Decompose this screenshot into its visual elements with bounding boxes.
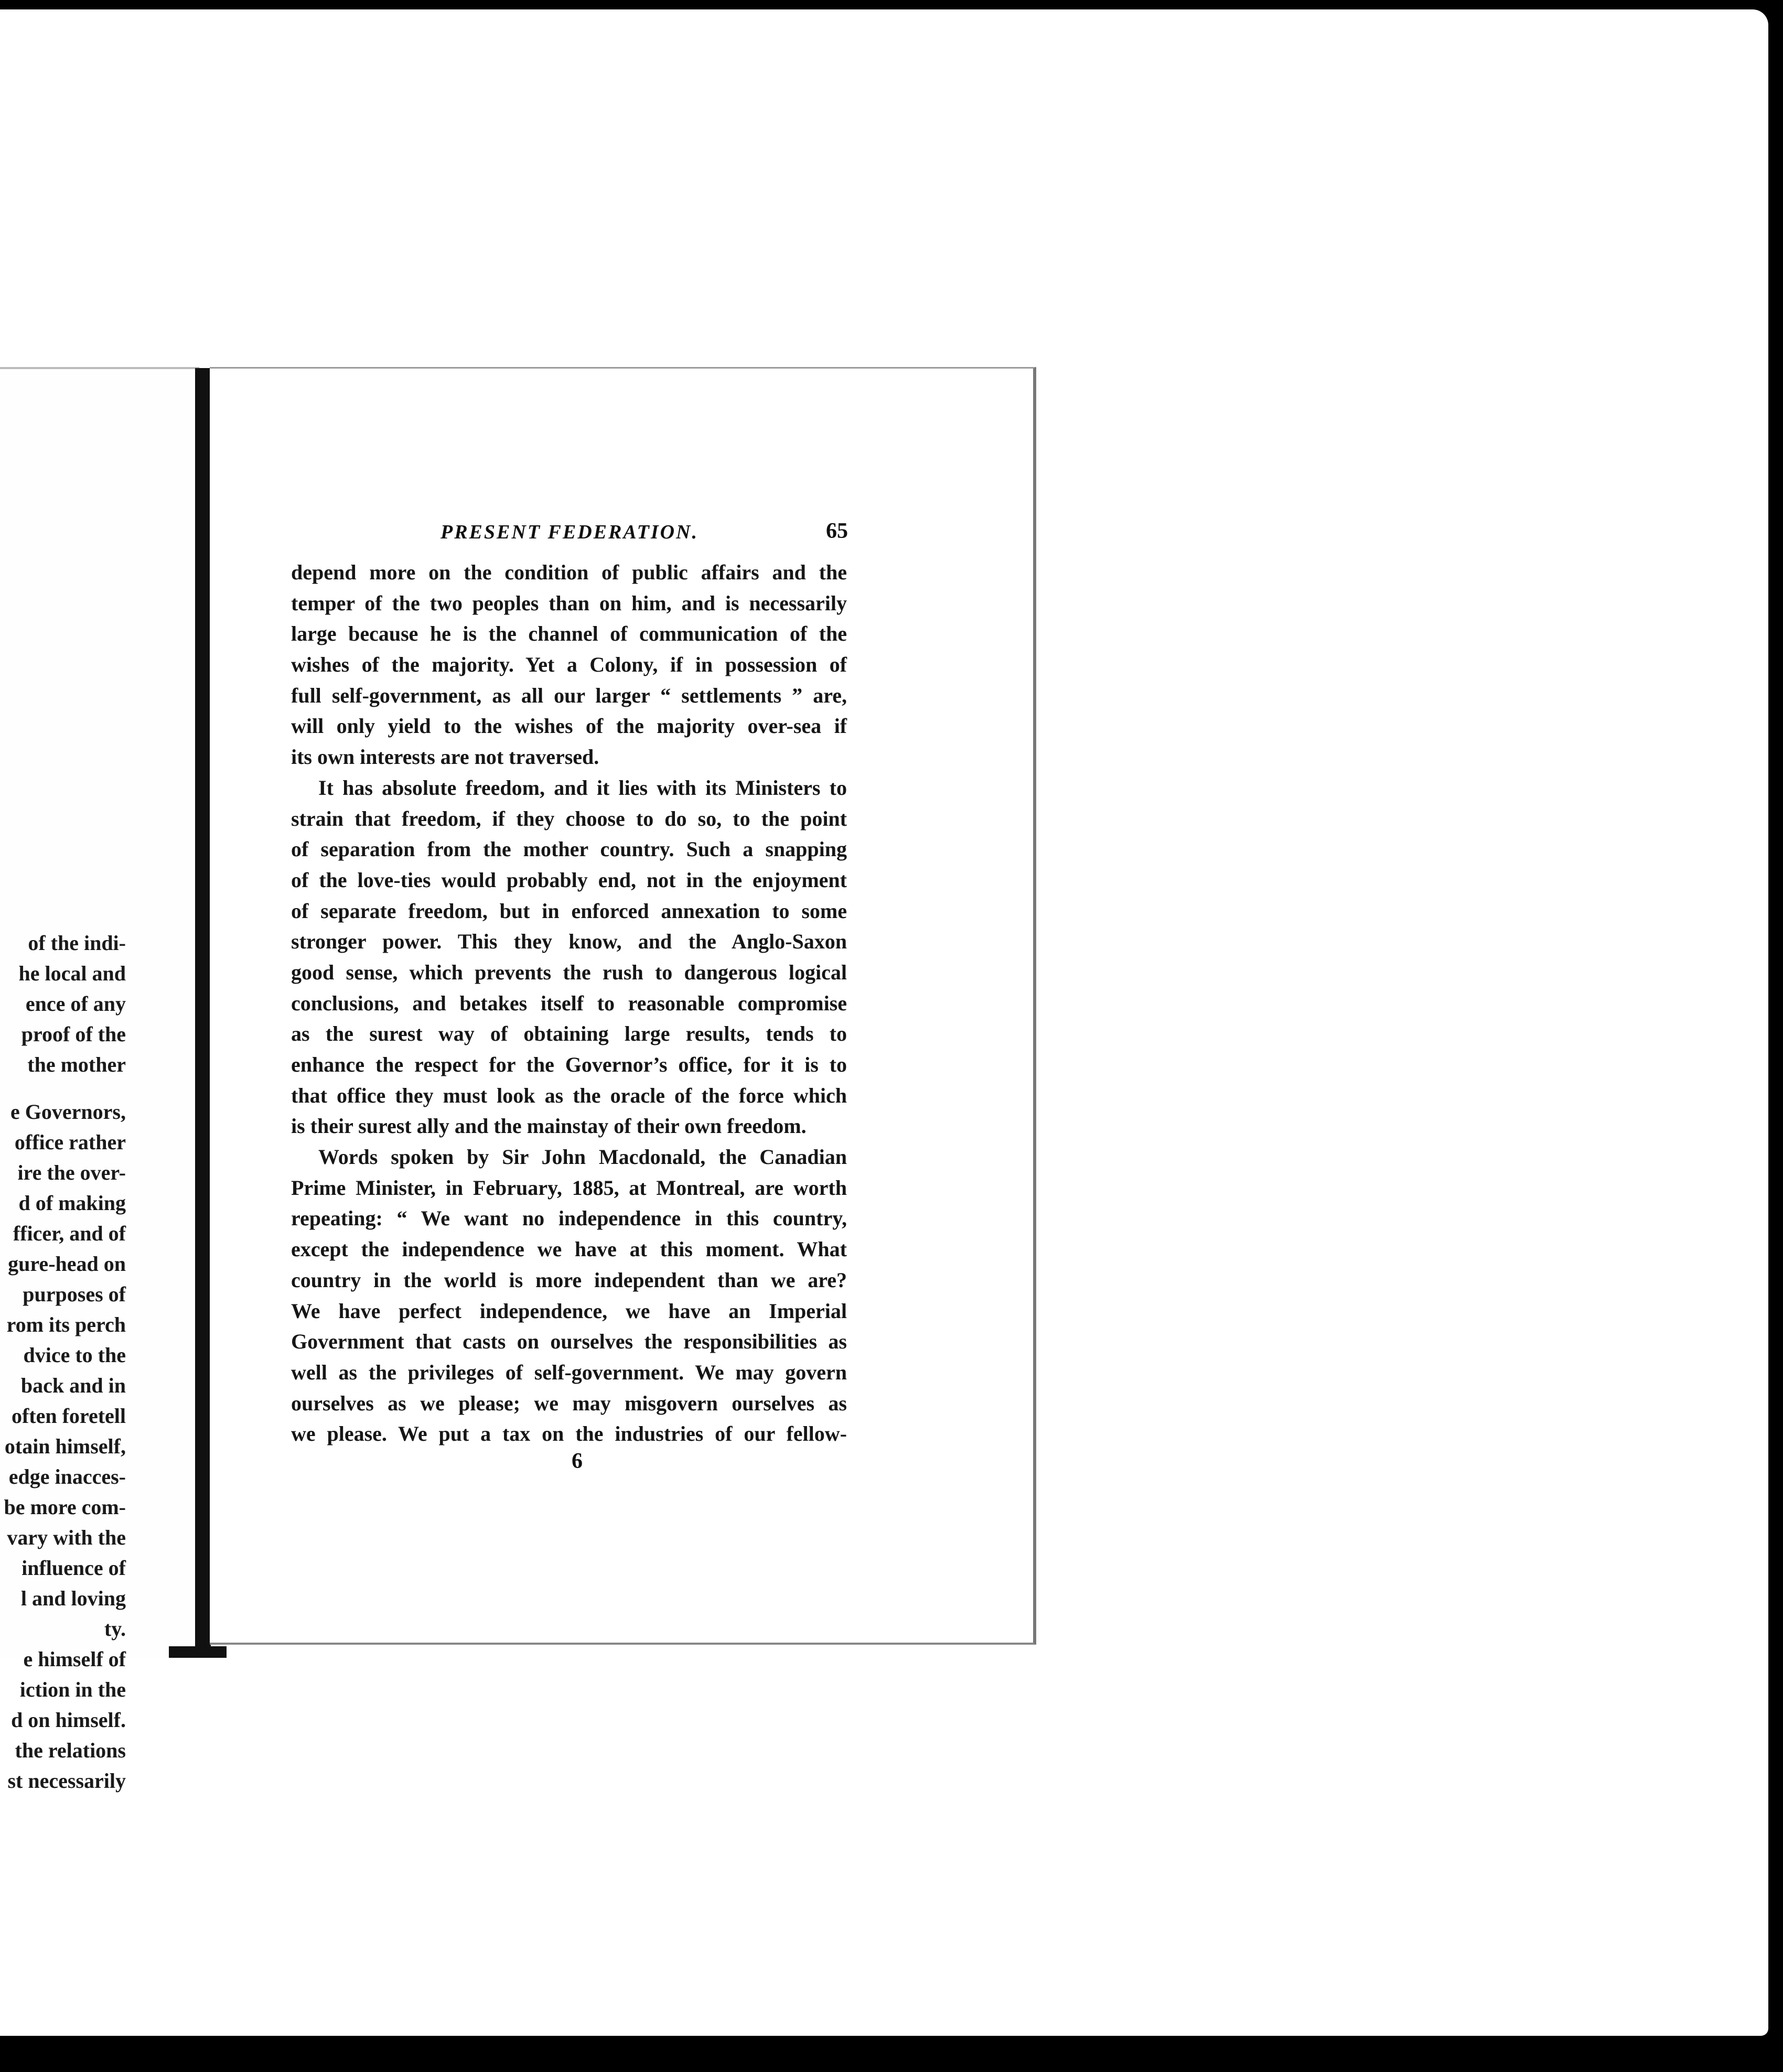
right-page bbox=[210, 367, 1036, 1645]
text-line: ourselves as we please; we may misgovern ourselves as bbox=[291, 1391, 847, 1415]
left-line: ire the over- bbox=[17, 1161, 126, 1184]
left-line: he local and bbox=[18, 962, 126, 985]
text-line: depend more on the condition of public affairs and the bbox=[291, 560, 847, 584]
text-line: repeating: “ We want no independence in this country, bbox=[291, 1206, 847, 1231]
text-line: good sense, which prevents the rush to dangerous logical bbox=[291, 960, 847, 984]
left-line: otain himself, bbox=[4, 1434, 126, 1458]
text-line: as the surest way of obtaining large results, tends to bbox=[291, 1022, 847, 1046]
left-line: dvice to the bbox=[23, 1343, 126, 1367]
text-line: wishes of the majority. Yet a Colony, if in possession of bbox=[291, 653, 847, 677]
left-line: iction in the bbox=[19, 1678, 126, 1701]
left-line: purposes of bbox=[23, 1282, 126, 1306]
page-header bbox=[441, 521, 912, 552]
page-number: 65 bbox=[826, 519, 848, 543]
text-line: except the independence we have at this moment. What bbox=[291, 1237, 847, 1261]
left-line: e Governors, bbox=[10, 1100, 126, 1124]
left-line: edge inacces- bbox=[8, 1465, 126, 1488]
left-line: l and loving bbox=[20, 1587, 126, 1610]
text-line: is their surest ally and the mainstay of their own freedom. bbox=[291, 1114, 807, 1138]
left-line: be more com- bbox=[4, 1495, 126, 1519]
book-spine bbox=[195, 368, 211, 1658]
text-line: of separation from the mother country. Such a snapping bbox=[291, 837, 847, 861]
paragraph-gap bbox=[0, 1080, 126, 1097]
left-line: often foretell bbox=[11, 1404, 126, 1428]
text-line: we please. We put a tax on the industries of our fellow- bbox=[291, 1422, 847, 1446]
text-line: enhance the respect for the Governor’s office, for it is to bbox=[291, 1053, 847, 1076]
text-line: of the love-ties would probably end, not in the enjoyment bbox=[291, 868, 847, 892]
text-line: will only yield to the wishes of the majority over-sea if bbox=[291, 714, 847, 738]
text-line: strain that freedom, if they choose to do so, to the point bbox=[291, 806, 847, 830]
left-page-text bbox=[0, 928, 126, 1796]
left-line: e himself of bbox=[23, 1647, 126, 1671]
left-line: proof of the bbox=[21, 1022, 126, 1046]
left-line: the mother bbox=[27, 1053, 126, 1076]
text-line: large because he is the channel of communication of the bbox=[291, 622, 847, 646]
left-line: gure-head on bbox=[8, 1252, 126, 1276]
left-line: the relations bbox=[15, 1739, 126, 1762]
left-line: vary with the bbox=[7, 1526, 126, 1549]
left-line: d on himself. bbox=[11, 1708, 126, 1732]
text-line: conclusions, and betakes itself to reasonable compromise bbox=[291, 991, 847, 1015]
left-line: fficer, and of bbox=[13, 1222, 126, 1245]
text-line: that office they must look as the oracle of the force which bbox=[291, 1083, 847, 1107]
left-line: rom its perch bbox=[6, 1313, 126, 1336]
left-line: influence of bbox=[22, 1556, 126, 1580]
left-line: office rather bbox=[14, 1130, 126, 1154]
text-line: It has absolute freedom, and it lies with its Ministers to bbox=[318, 775, 847, 800]
left-line: of the indi- bbox=[28, 931, 126, 955]
left-line: back and in bbox=[20, 1374, 126, 1397]
left-line: d of making bbox=[18, 1191, 126, 1215]
text-line: temper of the two peoples than on him, and is necessarily bbox=[291, 591, 847, 615]
left-line: st necessarily bbox=[7, 1769, 126, 1793]
left-page bbox=[0, 367, 199, 1793]
text-line: stronger power. This they know, and the Anglo-Saxon bbox=[291, 930, 847, 954]
running-head: PRESENT FEDERATION. bbox=[441, 521, 699, 543]
text-line: its own interests are not traversed. bbox=[291, 745, 599, 769]
spine-foot bbox=[169, 1646, 227, 1658]
text-line: country in the world is more independent than we are? bbox=[291, 1268, 847, 1292]
signature-mark: 6 bbox=[572, 1449, 583, 1473]
text-line: well as the privileges of self-government. We may govern bbox=[291, 1360, 847, 1384]
text-line: full self-government, as all our larger “ settlements ” are, bbox=[291, 683, 847, 707]
text-line: We have perfect independence, we have an Imperial bbox=[291, 1299, 847, 1323]
text-line: Prime Minister, in February, 1885, at Montreal, are worth bbox=[291, 1175, 847, 1200]
text-line: of separate freedom, but in enforced annexation to some bbox=[291, 899, 847, 923]
text-line: Government that casts on ourselves the responsibilities as bbox=[291, 1330, 847, 1354]
left-line: ty. bbox=[104, 1617, 126, 1641]
text-line: Words spoken by Sir John Macdonald, the Canadian bbox=[318, 1145, 847, 1169]
body-text bbox=[291, 557, 847, 1450]
left-line: ence of any bbox=[25, 992, 126, 1016]
